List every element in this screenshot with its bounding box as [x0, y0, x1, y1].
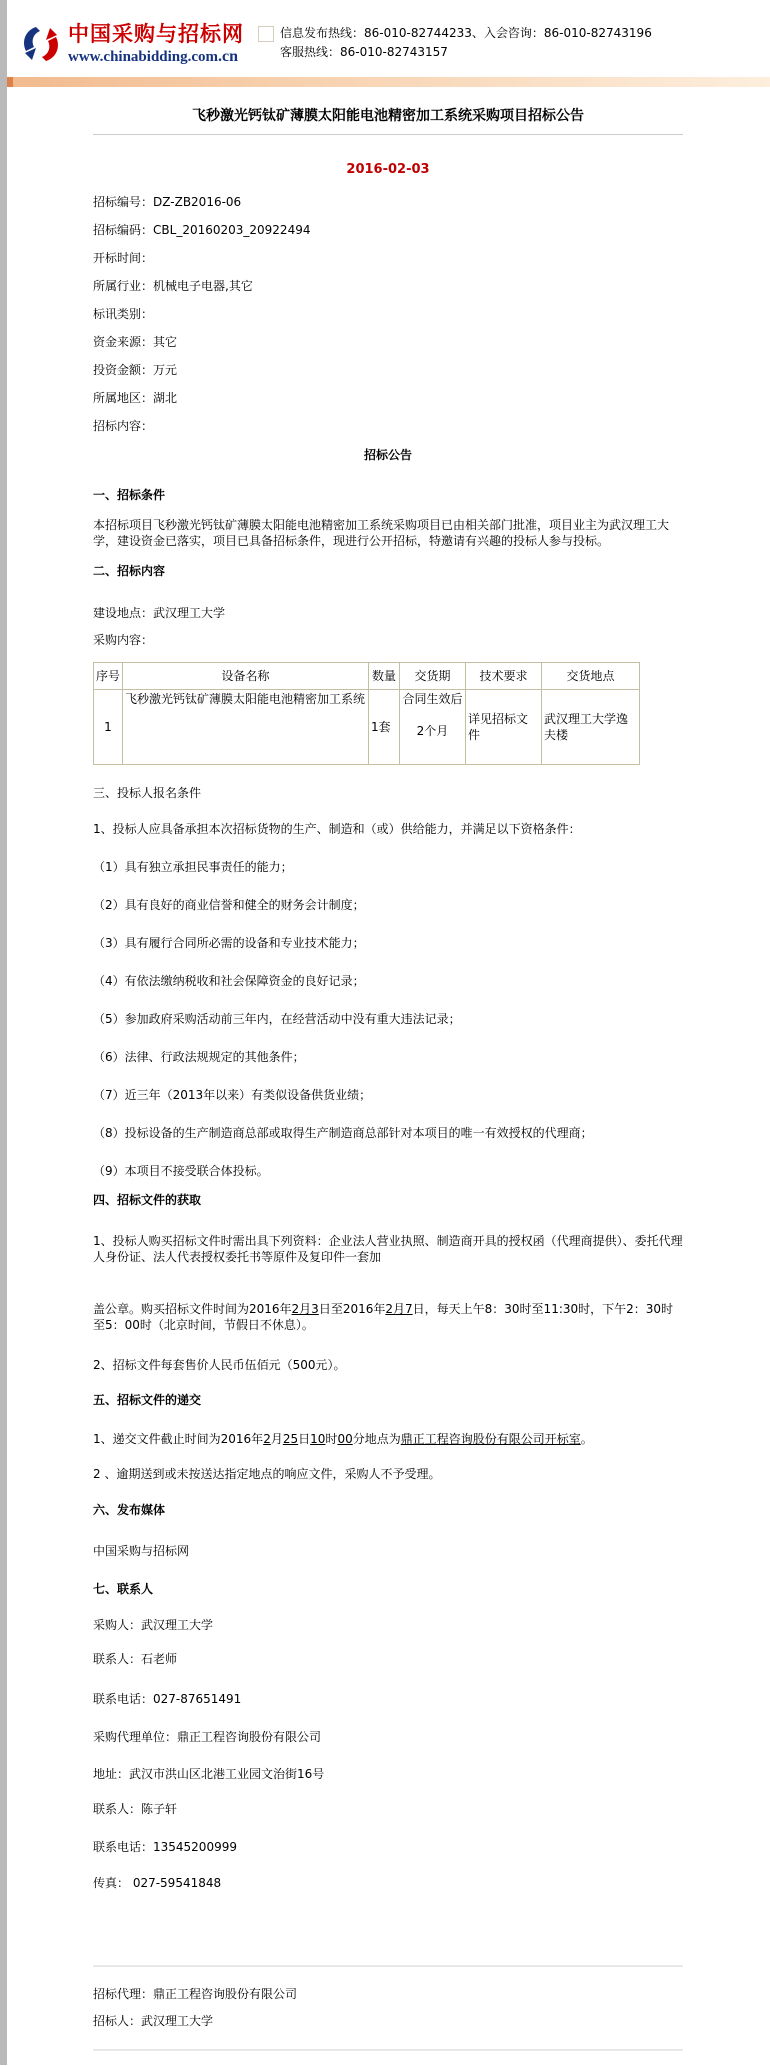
contact-line: 联系人：石老师 — [93, 1652, 178, 1666]
title-divider — [93, 134, 683, 135]
cell-no: 1 — [94, 690, 123, 765]
bidder-condition-intro: 1、投标人应具备承担本次招标货物的生产、制造和（或）供给能力，并满足以下资格条件： — [93, 822, 581, 836]
page — [7, 0, 770, 2066]
field-funding-source: 资金来源：其它 — [93, 335, 178, 349]
table-row — [94, 690, 640, 765]
hotline-text-2: 客服热线：86-010-82743157 — [280, 45, 448, 59]
col-header-name: 设备名称 — [123, 663, 369, 690]
footer-agent-line: 招标代理：鼎正工程咨询股份有限公司 — [93, 1987, 298, 2001]
bidder-condition-item: （7）近三年（2013年以来）有类似设备供货业绩； — [93, 1088, 372, 1102]
contact-line: 采购人：武汉理工大学 — [93, 1618, 214, 1632]
section-heading-3: 三、投标人报名条件 — [93, 786, 202, 800]
logo-site-name: 中国采购与招标网 — [68, 22, 244, 46]
section-heading-5: 五、招标文件的递交 — [93, 1393, 202, 1407]
contact-line: 地址：武汉市洪山区北港工业园文治街16号 — [93, 1767, 325, 1781]
submission-deadline-line: 1、递交文件截止时间为2016年2月25日10时00分地点为鼎正工程咨询股份有限公司开标室。 — [93, 1432, 593, 1446]
field-category: 标讯类别： — [93, 307, 154, 321]
section-heading-2: 二、招标内容 — [93, 564, 166, 578]
col-header-qty: 数量 — [369, 663, 400, 690]
bidder-condition-item: （6）法律、行政法规规定的其他条件； — [93, 1050, 305, 1064]
equipment-table — [93, 662, 640, 765]
contact-line: 联系电话：13545200999 — [93, 1840, 237, 1854]
procurement-content-label: 采购内容： — [93, 633, 154, 647]
publish-date: 2016-02-03 — [346, 162, 430, 177]
hotline-info — [258, 24, 652, 62]
col-header-no: 序号 — [94, 663, 123, 690]
section-1-body: 本招标项目飞秒激光钙钛矿薄膜太阳能电池精密加工系统采购项目已由相关部门批准，项目业主为武汉理工大学，建设资金已落实，项目已具备招标条件，现进行公开招标，特邀请有兴趣的投标人参与投标。 — [93, 518, 670, 548]
image-placeholder-icon — [258, 26, 274, 42]
cell-delivery: 合同生效后 2个月 — [400, 690, 466, 765]
logo-site-url: www.chinabidding.com.cn — [68, 48, 239, 65]
contact-line: 传真： 027-59541848 — [93, 1876, 222, 1890]
field-tender-code: 招标编码：CBL_20160203_20922494 — [93, 223, 311, 237]
section-heading-7: 七、联系人 — [93, 1582, 154, 1596]
section-heading-6: 六、发布媒体 — [93, 1503, 166, 1517]
col-header-tech: 技术要求 — [466, 663, 542, 690]
notice-title: 招标公告 — [363, 448, 412, 462]
field-region: 所属地区：湖北 — [93, 391, 178, 405]
page-title: 飞秒激光钙钛矿薄膜太阳能电池精密加工系统采购项目招标公告 — [192, 108, 584, 124]
document-purchase-materials: 1、投标人购买招标文件时需出具下列资料：企业法人营业执照、制造商开具的授权函（代理商提供）、委托代理人身份证、法人代表授权委托书等原件及复印件一套加 — [93, 1234, 683, 1264]
contact-line: 联系人：陈子轩 — [93, 1802, 178, 1816]
field-tender-number: 招标编号：DZ-ZB2016-06 — [93, 195, 242, 209]
document-price-line: 2、招标文件每套售价人民币伍佰元（500元）。 — [93, 1358, 346, 1372]
site-header — [7, 0, 770, 87]
announcement-body — [93, 107, 683, 2051]
section-heading-1: 一、招标条件 — [93, 488, 166, 502]
publish-media-line: 中国采购与招标网 — [93, 1544, 190, 1558]
window-left-border — [0, 0, 7, 2065]
logo-text — [68, 22, 244, 66]
cell-tech: 详见招标文件 — [466, 690, 542, 765]
cell-name: 飞秒激光钙钛矿薄膜太阳能电池精密加工系统 — [123, 690, 369, 765]
field-industry: 所属行业：机械电子电器,其它 — [93, 279, 253, 293]
cell-qty: 1套 — [369, 690, 400, 765]
bidder-condition-item: （8）投标设备的生产制造商总部或取得生产制造商总部针对本项目的唯一有效授权的代理商； — [93, 1126, 593, 1140]
bidder-condition-item: （2）具有良好的商业信誉和健全的财务会计制度； — [93, 898, 365, 912]
footer-tenderee-line: 招标人：武汉理工大学 — [93, 2014, 214, 2028]
footer-divider-bottom — [93, 2049, 683, 2051]
col-header-place: 交货地点 — [542, 663, 640, 690]
cell-place: 武汉理工大学逸夫楼 — [542, 690, 640, 765]
section-heading-4: 四、招标文件的获取 — [93, 1193, 202, 1207]
contact-line: 联系电话：027-87651491 — [93, 1692, 242, 1706]
hotline-row-1 — [258, 24, 652, 43]
col-header-delivery: 交货期 — [400, 663, 466, 690]
site-logo[interactable] — [19, 22, 244, 66]
construction-site-line: 建设地点：武汉理工大学 — [93, 606, 226, 620]
bidder-condition-item: （3）具有履行合同所必需的设备和专业技术能力； — [93, 936, 365, 950]
late-submission-line: 2 、逾期送到或未按送达指定地点的响应文件，采购人不予受理。 — [93, 1467, 441, 1481]
field-investment: 投资金额：万元 — [93, 363, 178, 377]
header-orange-band — [7, 77, 770, 87]
bidder-condition-item: （9）本项目不接受联合体投标。 — [93, 1164, 269, 1178]
document-purchase-time: 盖公章。购买招标文件时间为2016年2月3日至2016年2月7日，每天上午8：30时至11:30时，下午2：30时至5：00时（北京时间，节假日不休息）。 — [93, 1302, 674, 1332]
bidder-condition-item: （1）具有独立承担民事责任的能力； — [93, 860, 293, 874]
bidder-condition-item: （4）有依法缴纳税收和社会保障资金的良好记录； — [93, 974, 365, 988]
footer-divider-top — [93, 1965, 683, 1967]
contact-line: 采购代理单位：鼎正工程咨询股份有限公司 — [93, 1730, 322, 1744]
chinabidding-logo-icon — [19, 22, 63, 66]
bidder-condition-item: （5）参加政府采购活动前三年内，在经营活动中没有重大违法记录； — [93, 1012, 461, 1026]
hotline-text-1: 信息发布热线：86-010-82744233、入会咨询：86-010-82743196 — [280, 26, 652, 40]
table-header-row — [94, 663, 640, 690]
field-open-time: 开标时间： — [93, 251, 154, 265]
logo-url-suffix: .cn — [218, 48, 239, 65]
hotline-row-2 — [258, 43, 652, 62]
field-tender-content: 招标内容： — [93, 419, 154, 433]
